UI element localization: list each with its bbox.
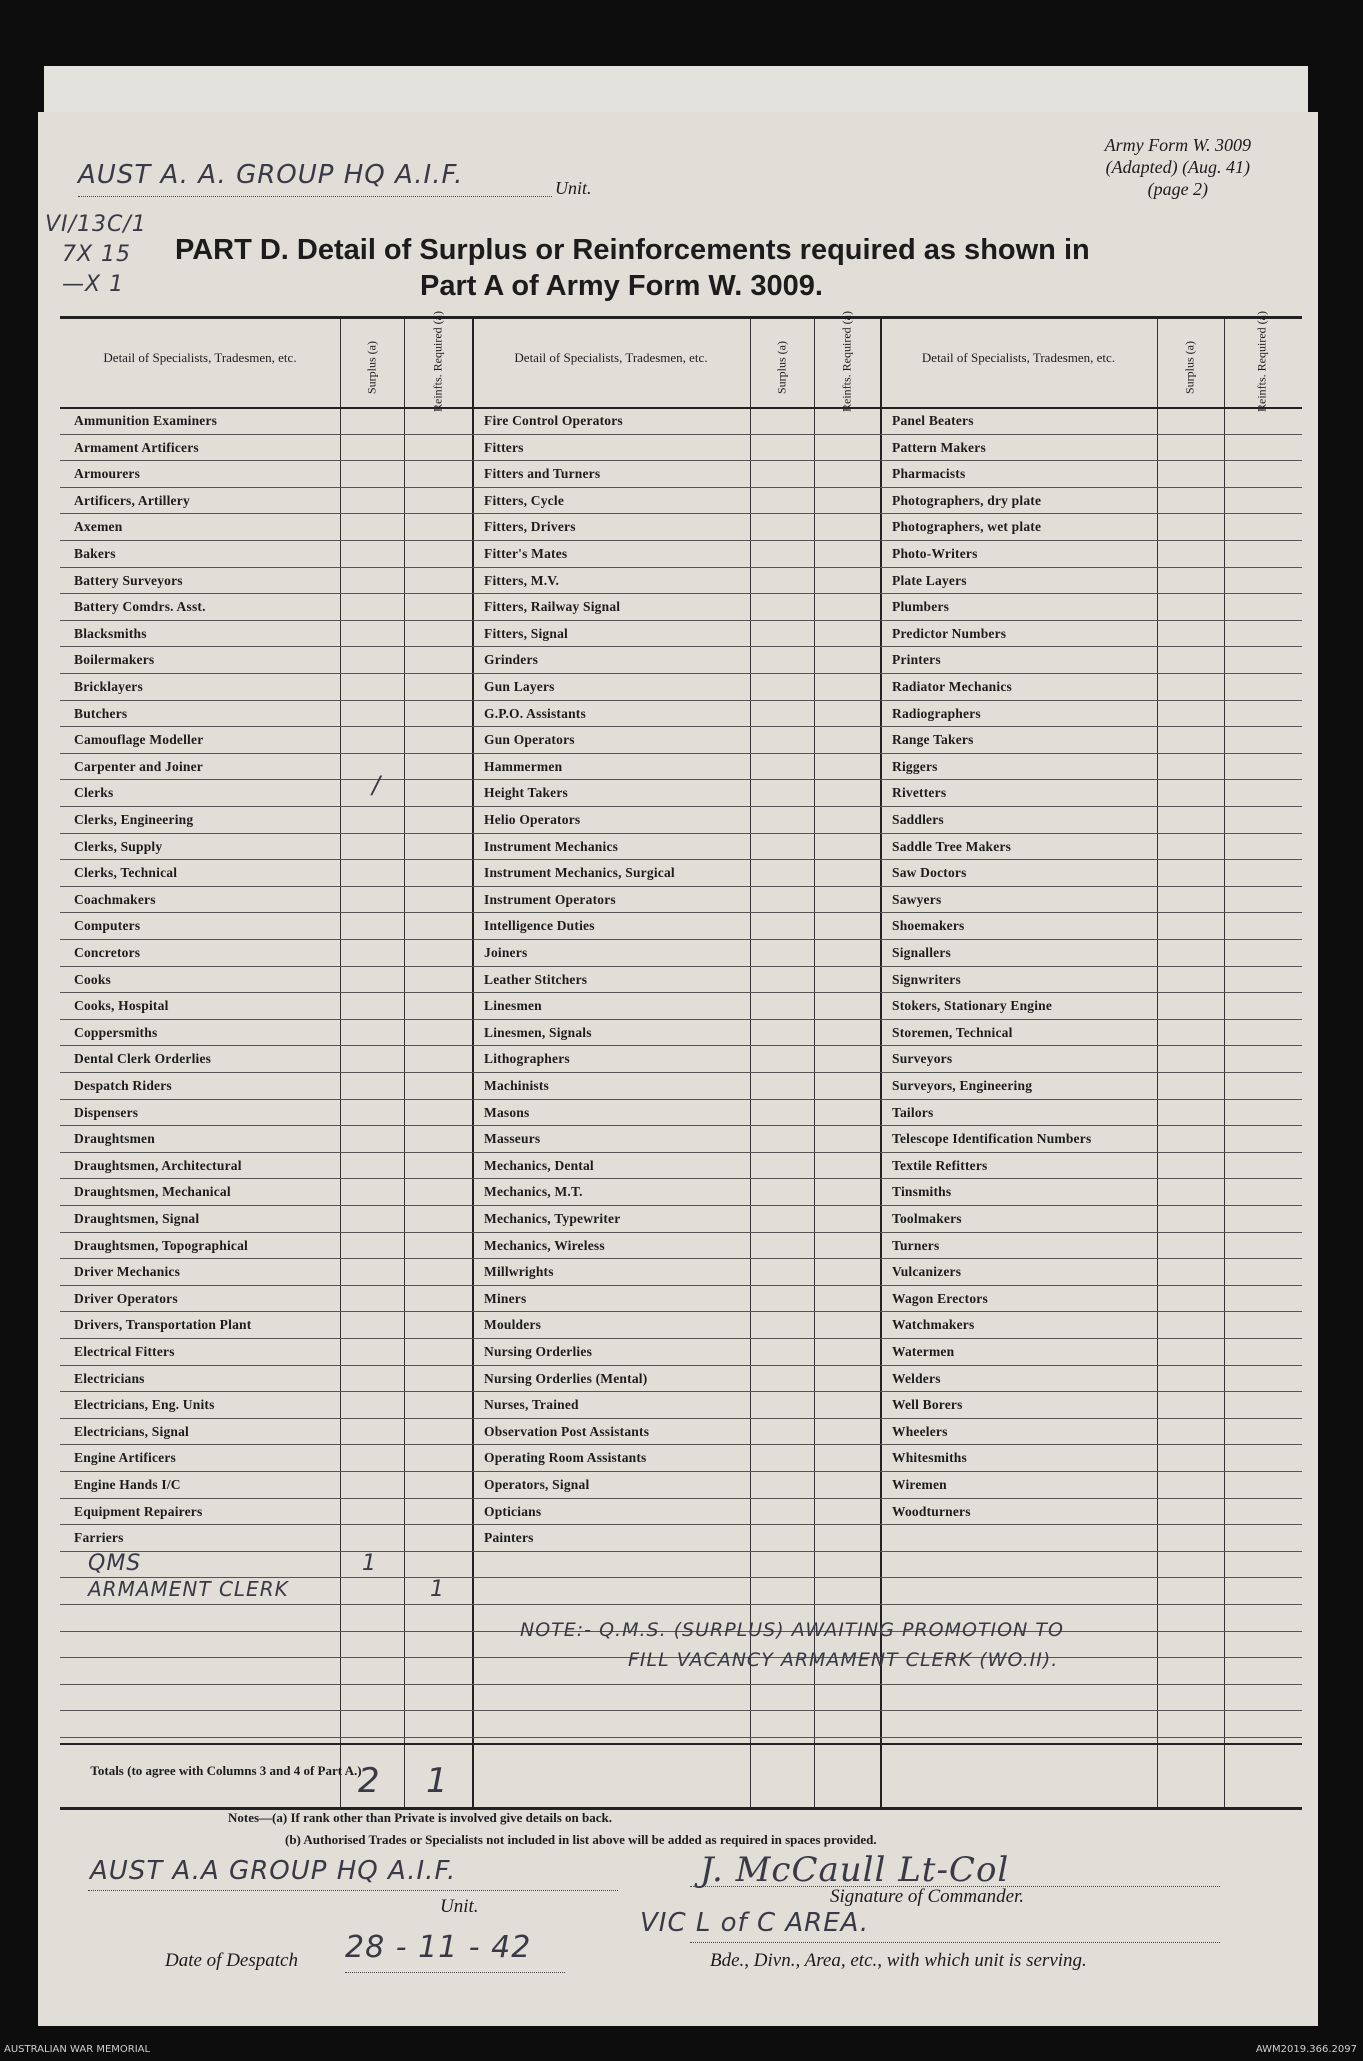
table-row-label: Mechanics, Dental bbox=[484, 1157, 594, 1173]
margin-note-3: —X 1 bbox=[62, 272, 125, 297]
row-rule bbox=[60, 779, 1302, 780]
table-row-label: Armament Artificers bbox=[74, 439, 199, 455]
table-row-label: Driver Operators bbox=[74, 1290, 178, 1306]
total-reinf: 1 bbox=[426, 1761, 449, 1801]
form-identifier bbox=[1105, 134, 1251, 200]
date-line bbox=[345, 1972, 565, 1973]
row-rule bbox=[60, 1418, 1302, 1419]
table-row-label: Electricians, Eng. Units bbox=[74, 1397, 215, 1413]
row-rule bbox=[60, 700, 1302, 701]
row-rule bbox=[60, 1684, 1302, 1685]
specialists-table bbox=[60, 311, 1302, 1810]
archive-caption: AUSTRALIAN WAR MEMORIAL bbox=[4, 2044, 151, 2055]
table-row-label: Whitesmiths bbox=[892, 1450, 967, 1466]
row-rule bbox=[60, 726, 1302, 727]
table-row-label: Radiator Mechanics bbox=[892, 679, 1012, 694]
row-rule bbox=[60, 487, 1302, 488]
table-row-label: Machinists bbox=[484, 1078, 550, 1093]
row-rule bbox=[60, 513, 1302, 514]
table-row-label: Fitter's Mates bbox=[484, 546, 568, 561]
row-rule bbox=[60, 593, 1302, 594]
table-row-label: Grinders bbox=[484, 652, 539, 668]
note-b: (b) Authorised Trades or Specialists not included in list above will be added as required in spaces provided. bbox=[285, 1832, 877, 1847]
table-row-label: Wheelers bbox=[892, 1423, 948, 1439]
row-rule bbox=[60, 753, 1302, 754]
table-row-label: Equipment Repairers bbox=[74, 1503, 203, 1519]
row-rule bbox=[60, 673, 1302, 674]
row-rule bbox=[60, 1710, 1302, 1711]
table-row-label: Battery Comdrs. Asst. bbox=[74, 599, 206, 615]
col-divider bbox=[814, 319, 815, 1807]
table-row-label: Panel Beaters bbox=[892, 413, 974, 428]
table-row-label: Armourers bbox=[74, 466, 141, 482]
row-rule bbox=[60, 1471, 1302, 1472]
total-surplus: 2 bbox=[358, 1761, 381, 1801]
table-row-label: Joiners bbox=[484, 945, 528, 960]
row-rule bbox=[60, 620, 1302, 621]
table-row-label: Axemen bbox=[74, 519, 123, 535]
table-row-label: Bakers bbox=[74, 546, 116, 561]
table-row-label: Sawyers bbox=[892, 891, 942, 907]
unit-line-top bbox=[78, 196, 552, 197]
table-row-label: Coppersmiths bbox=[74, 1024, 158, 1040]
table-row-label: Saw Doctors bbox=[892, 865, 967, 881]
table-row-label: Ammunition Examiners bbox=[74, 413, 218, 428]
form-number: Army Form W. 3009 bbox=[1104, 135, 1251, 155]
bde-label: Bde., Divn., Area, etc., with which unit is serving. bbox=[710, 1950, 1087, 1971]
table-row-label: Pharmacists bbox=[892, 466, 966, 482]
table-row-label: Linesmen bbox=[484, 998, 542, 1014]
row-rule bbox=[60, 1391, 1302, 1392]
table-row-label: Instrument Mechanics bbox=[484, 838, 619, 854]
table-row-label: Gun Layers bbox=[484, 679, 555, 694]
table-row-label: Mechanics, M.T. bbox=[484, 1184, 583, 1200]
table-row-label: Mechanics, Typewriter bbox=[484, 1211, 621, 1226]
table-row-label: Signallers bbox=[892, 945, 952, 960]
row-rule bbox=[60, 859, 1302, 860]
table-row-label: Nursing Orderlies (Mental) bbox=[484, 1370, 648, 1386]
col-divider bbox=[1224, 319, 1225, 1807]
table-row-label: Draughtsmen, Signal bbox=[74, 1211, 200, 1226]
totals-rule bbox=[60, 1743, 1302, 1745]
table-row-label: Textile Refitters bbox=[892, 1157, 988, 1173]
table-row-label: Nurses, Trained bbox=[484, 1397, 579, 1413]
table-row-label: Cooks bbox=[74, 971, 112, 987]
table-row-label: Nursing Orderlies bbox=[484, 1344, 593, 1359]
row-rule bbox=[60, 1285, 1302, 1286]
header-surplus-2: Surplus (a) bbox=[774, 341, 789, 394]
header-rule bbox=[60, 407, 1302, 409]
table-row-label: Fitters, Drivers bbox=[484, 519, 576, 535]
table-row-label: Fitters bbox=[484, 439, 524, 455]
date-label: Date of Despatch bbox=[165, 1950, 298, 1971]
row-rule bbox=[60, 966, 1302, 967]
group-divider bbox=[880, 319, 882, 1807]
table-row-label: Clerks, Supply bbox=[74, 838, 163, 854]
table-row-label: Hammermen bbox=[484, 758, 563, 774]
header-surplus-3: Surplus (a) bbox=[1182, 341, 1197, 394]
table-row-label: G.P.O. Assistants bbox=[484, 705, 586, 721]
table-row-label: Draughtsmen, Topographical bbox=[74, 1237, 248, 1253]
col-divider bbox=[404, 319, 405, 1807]
table-row-label: Woodturners bbox=[892, 1503, 971, 1519]
row-rule bbox=[60, 1444, 1302, 1445]
table-row-label: Clerks bbox=[74, 785, 114, 801]
table-row-label: Electricians bbox=[74, 1370, 145, 1386]
table-row-label: Bricklayers bbox=[74, 679, 143, 694]
table-row-label: Fitters, Signal bbox=[484, 625, 568, 641]
extra-row-qms-surplus: 1 bbox=[362, 1551, 377, 1576]
row-rule bbox=[60, 460, 1302, 461]
table-row-label: Dispensers bbox=[74, 1104, 139, 1120]
row-rule bbox=[60, 1099, 1302, 1100]
table-row-label: Lithographers bbox=[484, 1051, 570, 1067]
row-rule bbox=[60, 992, 1302, 993]
table-row-label: Height Takers bbox=[484, 785, 568, 801]
table-row-label: Printers bbox=[892, 652, 941, 668]
row-rule bbox=[60, 1178, 1302, 1179]
table-row-label: Draughtsmen, Mechanical bbox=[74, 1184, 231, 1200]
row-rule bbox=[60, 1152, 1302, 1153]
handwritten-unit-top: AUST A. A. GROUP HQ A.I.F. bbox=[78, 160, 464, 190]
row-rule bbox=[60, 1338, 1302, 1339]
area-served: VIC L of C AREA. bbox=[640, 1908, 870, 1938]
row-rule bbox=[60, 1019, 1302, 1020]
clerks-surplus-mark: / bbox=[372, 771, 382, 799]
form-page-number: (page 2) bbox=[1147, 179, 1209, 199]
row-rule bbox=[60, 806, 1302, 807]
table-row-label: Fire Control Operators bbox=[484, 413, 623, 428]
table-row-label: Boilermakers bbox=[74, 652, 155, 668]
row-rule bbox=[60, 1205, 1302, 1206]
table-row-label: Despatch Riders bbox=[74, 1078, 172, 1093]
table-row-label: Engine Artificers bbox=[74, 1450, 177, 1466]
table-row-label: Masons bbox=[484, 1104, 530, 1120]
table-row-label: Coachmakers bbox=[74, 891, 156, 907]
table-row-label: Opticians bbox=[484, 1503, 542, 1519]
table-row-label: Well Borers bbox=[892, 1397, 963, 1413]
table-row-label: Masseurs bbox=[484, 1131, 541, 1147]
form-title: PART D. Detail of Surplus or Reinforcements required as shown in bbox=[175, 234, 1090, 266]
note-a: Notes—(a) If rank other than Private is involved give details on back. bbox=[228, 1810, 612, 1825]
table-row-label: Moulders bbox=[484, 1317, 542, 1333]
extra-row-armament-clerk: ARMAMENT CLERK bbox=[88, 1577, 289, 1601]
handwritten-unit-bottom: AUST A.A GROUP HQ A.I.F. bbox=[90, 1856, 457, 1886]
table-row-label: Artificers, Artillery bbox=[74, 492, 190, 508]
row-rule bbox=[60, 1311, 1302, 1312]
table-row-label: Clerks, Engineering bbox=[74, 812, 194, 827]
table-row-label: Linesmen, Signals bbox=[484, 1024, 592, 1040]
form-subtitle: Part A of Army Form W. 3009. bbox=[420, 270, 823, 302]
row-rule bbox=[60, 912, 1302, 913]
row-rule bbox=[60, 1258, 1302, 1259]
underlying-sheet bbox=[44, 66, 1308, 114]
table-row-label: Toolmakers bbox=[892, 1211, 962, 1226]
row-rule bbox=[60, 1551, 1302, 1552]
table-row-label: Photo-Writers bbox=[892, 546, 978, 561]
table-row-label: Operating Room Assistants bbox=[484, 1450, 647, 1466]
header-reinf-2: Reinfts. Required (a) bbox=[839, 311, 854, 412]
table-row-label: Electrical Fitters bbox=[74, 1344, 175, 1359]
table-row-label: Saddle Tree Makers bbox=[892, 838, 1012, 854]
table-row-label: Leather Stitchers bbox=[484, 971, 588, 987]
row-rule bbox=[60, 1498, 1302, 1499]
table-row-label: Driver Mechanics bbox=[74, 1264, 181, 1280]
row-rule bbox=[60, 1524, 1302, 1525]
table-row-label: Photographers, wet plate bbox=[892, 519, 1042, 535]
table-row-label: Plumbers bbox=[892, 599, 950, 615]
table-row-label: Miners bbox=[484, 1290, 527, 1306]
row-rule bbox=[60, 833, 1302, 834]
header-detail-2: Detail of Specialists, Tradesmen, etc. bbox=[514, 350, 708, 365]
row-rule bbox=[60, 1365, 1302, 1366]
table-row-label: Instrument Mechanics, Surgical bbox=[484, 865, 675, 881]
table-row-label: Dental Clerk Orderlies bbox=[74, 1051, 212, 1067]
table-row-label: Blacksmiths bbox=[74, 625, 147, 641]
table-row-label: Saddlers bbox=[892, 812, 944, 827]
table-row-label: Radiographers bbox=[892, 705, 981, 721]
table-row-label: Electricians, Signal bbox=[74, 1423, 189, 1439]
row-rule bbox=[60, 1045, 1302, 1046]
row-rule bbox=[60, 434, 1302, 435]
table-row-label: Concretors bbox=[74, 945, 141, 960]
table-row-label: Welders bbox=[892, 1370, 941, 1386]
extra-row-qms: QMS bbox=[88, 1551, 142, 1576]
table-row-label: Observation Post Assistants bbox=[484, 1423, 650, 1439]
group-divider bbox=[472, 319, 474, 1807]
margin-note-2: 7X 15 bbox=[62, 242, 132, 267]
table-row-label: Plate Layers bbox=[892, 572, 967, 588]
table-row-label: Gun Operators bbox=[484, 732, 575, 748]
archive-id: AWM2019.366.2097 bbox=[1255, 2044, 1357, 2055]
table-row-label: Wiremen bbox=[892, 1477, 947, 1492]
row-rule bbox=[60, 1232, 1302, 1233]
table-row-label: Draughtsmen bbox=[74, 1131, 155, 1147]
row-rule bbox=[60, 567, 1302, 568]
row-rule bbox=[60, 1125, 1302, 1126]
table-row-label: Telescope Identification Numbers bbox=[892, 1131, 1092, 1147]
table-row-label: Shoemakers bbox=[892, 918, 965, 934]
table-row-label: Watermen bbox=[892, 1344, 955, 1359]
table-row-label: Carpenter and Joiner bbox=[74, 758, 203, 774]
totals-label: Totals (to agree with Columns 3 and 4 of Part A.) bbox=[90, 1763, 362, 1778]
extra-row-armament-reinf: 1 bbox=[430, 1577, 445, 1602]
table-row-label: Signwriters bbox=[892, 971, 961, 987]
unit-label-top: Unit. bbox=[555, 178, 592, 198]
table-row-label: Millwrights bbox=[484, 1264, 554, 1280]
row-rule bbox=[60, 540, 1302, 541]
table-row-label: Watchmakers bbox=[892, 1317, 975, 1333]
table-row-label: Turners bbox=[892, 1237, 940, 1253]
row-rule bbox=[60, 1737, 1302, 1738]
header-reinf-3: Reinfts. Required (a) bbox=[1254, 311, 1269, 412]
commander-signature: J. McCaull Lt-Col bbox=[700, 1850, 1010, 1890]
table-row-label: Cooks, Hospital bbox=[74, 998, 169, 1014]
header-reinf-1: Reinfts. Required (a) bbox=[430, 311, 445, 412]
table-row-label: Fitters, Cycle bbox=[484, 492, 565, 508]
row-rule bbox=[60, 939, 1302, 940]
table-row-label: Engine Hands I/C bbox=[74, 1477, 181, 1492]
table-row-label: Drivers, Transportation Plant bbox=[74, 1317, 252, 1333]
table-row-label: Farriers bbox=[74, 1530, 124, 1546]
table-row-label: Riggers bbox=[892, 758, 938, 774]
col-divider bbox=[1157, 319, 1158, 1807]
table-row-label: Predictor Numbers bbox=[892, 625, 1007, 641]
handwritten-note-1: NOTE:- Q.M.S. (SURPLUS) AWAITING PROMOTION TO bbox=[520, 1619, 1064, 1641]
unit-label-bottom: Unit. bbox=[440, 1896, 479, 1917]
table-row-label: Photographers, dry plate bbox=[892, 492, 1042, 508]
table-row-label: Operators, Signal bbox=[484, 1477, 590, 1492]
margin-note-1: VI/13C/1 bbox=[45, 212, 147, 237]
form-adapted: (Adapted) (Aug. 41) bbox=[1105, 157, 1251, 177]
header-surplus-1: Surplus (a) bbox=[364, 341, 379, 394]
signature-label: Signature of Commander. bbox=[830, 1886, 1025, 1907]
table-row-label: Painters bbox=[484, 1530, 534, 1546]
table-row-label: Mechanics, Wireless bbox=[484, 1237, 605, 1253]
table-row-label: Storemen, Technical bbox=[892, 1024, 1013, 1040]
header-detail-1: Detail of Specialists, Tradesmen, etc. bbox=[103, 350, 297, 365]
table-row-label: Instrument Operators bbox=[484, 891, 616, 907]
date-of-despatch: 28 - 11 - 42 bbox=[345, 1930, 532, 1965]
area-line bbox=[690, 1942, 1220, 1943]
table-row-label: Fitters, M.V. bbox=[484, 572, 560, 588]
row-rule bbox=[60, 1604, 1302, 1605]
table-row-label: Draughtsmen, Architectural bbox=[74, 1157, 242, 1173]
table-row-label: Pattern Makers bbox=[892, 439, 986, 455]
table-row-label: Butchers bbox=[74, 705, 128, 721]
table-row-label: Vulcanizers bbox=[892, 1264, 962, 1280]
table-row-label: Clerks, Technical bbox=[74, 865, 178, 881]
table-row-label: Battery Surveyors bbox=[74, 572, 183, 588]
table-row-label: Surveyors bbox=[892, 1051, 953, 1067]
header-detail-3: Detail of Specialists, Tradesmen, etc. bbox=[921, 350, 1116, 365]
table-row-label: Tailors bbox=[892, 1104, 934, 1120]
row-rule bbox=[60, 646, 1302, 647]
table-row-label: Stokers, Stationary Engine bbox=[892, 998, 1053, 1014]
table-row-label: Surveyors, Engineering bbox=[892, 1078, 1033, 1093]
table-row-label: Computers bbox=[74, 918, 141, 934]
table-row-label: Camouflage Modeller bbox=[74, 732, 204, 748]
col-divider bbox=[750, 319, 751, 1807]
row-rule bbox=[60, 1072, 1302, 1073]
table-row-label: Fitters, Railway Signal bbox=[484, 599, 621, 615]
table-row-label: Fitters and Turners bbox=[484, 466, 601, 482]
table-row-label: Wagon Erectors bbox=[892, 1290, 988, 1306]
table-row-label: Helio Operators bbox=[484, 812, 581, 827]
row-rule bbox=[60, 886, 1302, 887]
table-row-label: Rivetters bbox=[892, 785, 947, 801]
handwritten-note-2: FILL VACANCY ARMAMENT CLERK (WO.II). bbox=[628, 1649, 1059, 1671]
table-row-label: Range Takers bbox=[892, 732, 974, 748]
table-row-label: Intelligence Duties bbox=[484, 918, 595, 934]
col-divider bbox=[340, 319, 341, 1807]
table-row-label: Tinsmiths bbox=[892, 1184, 952, 1200]
unit-line-bottom bbox=[88, 1890, 618, 1891]
